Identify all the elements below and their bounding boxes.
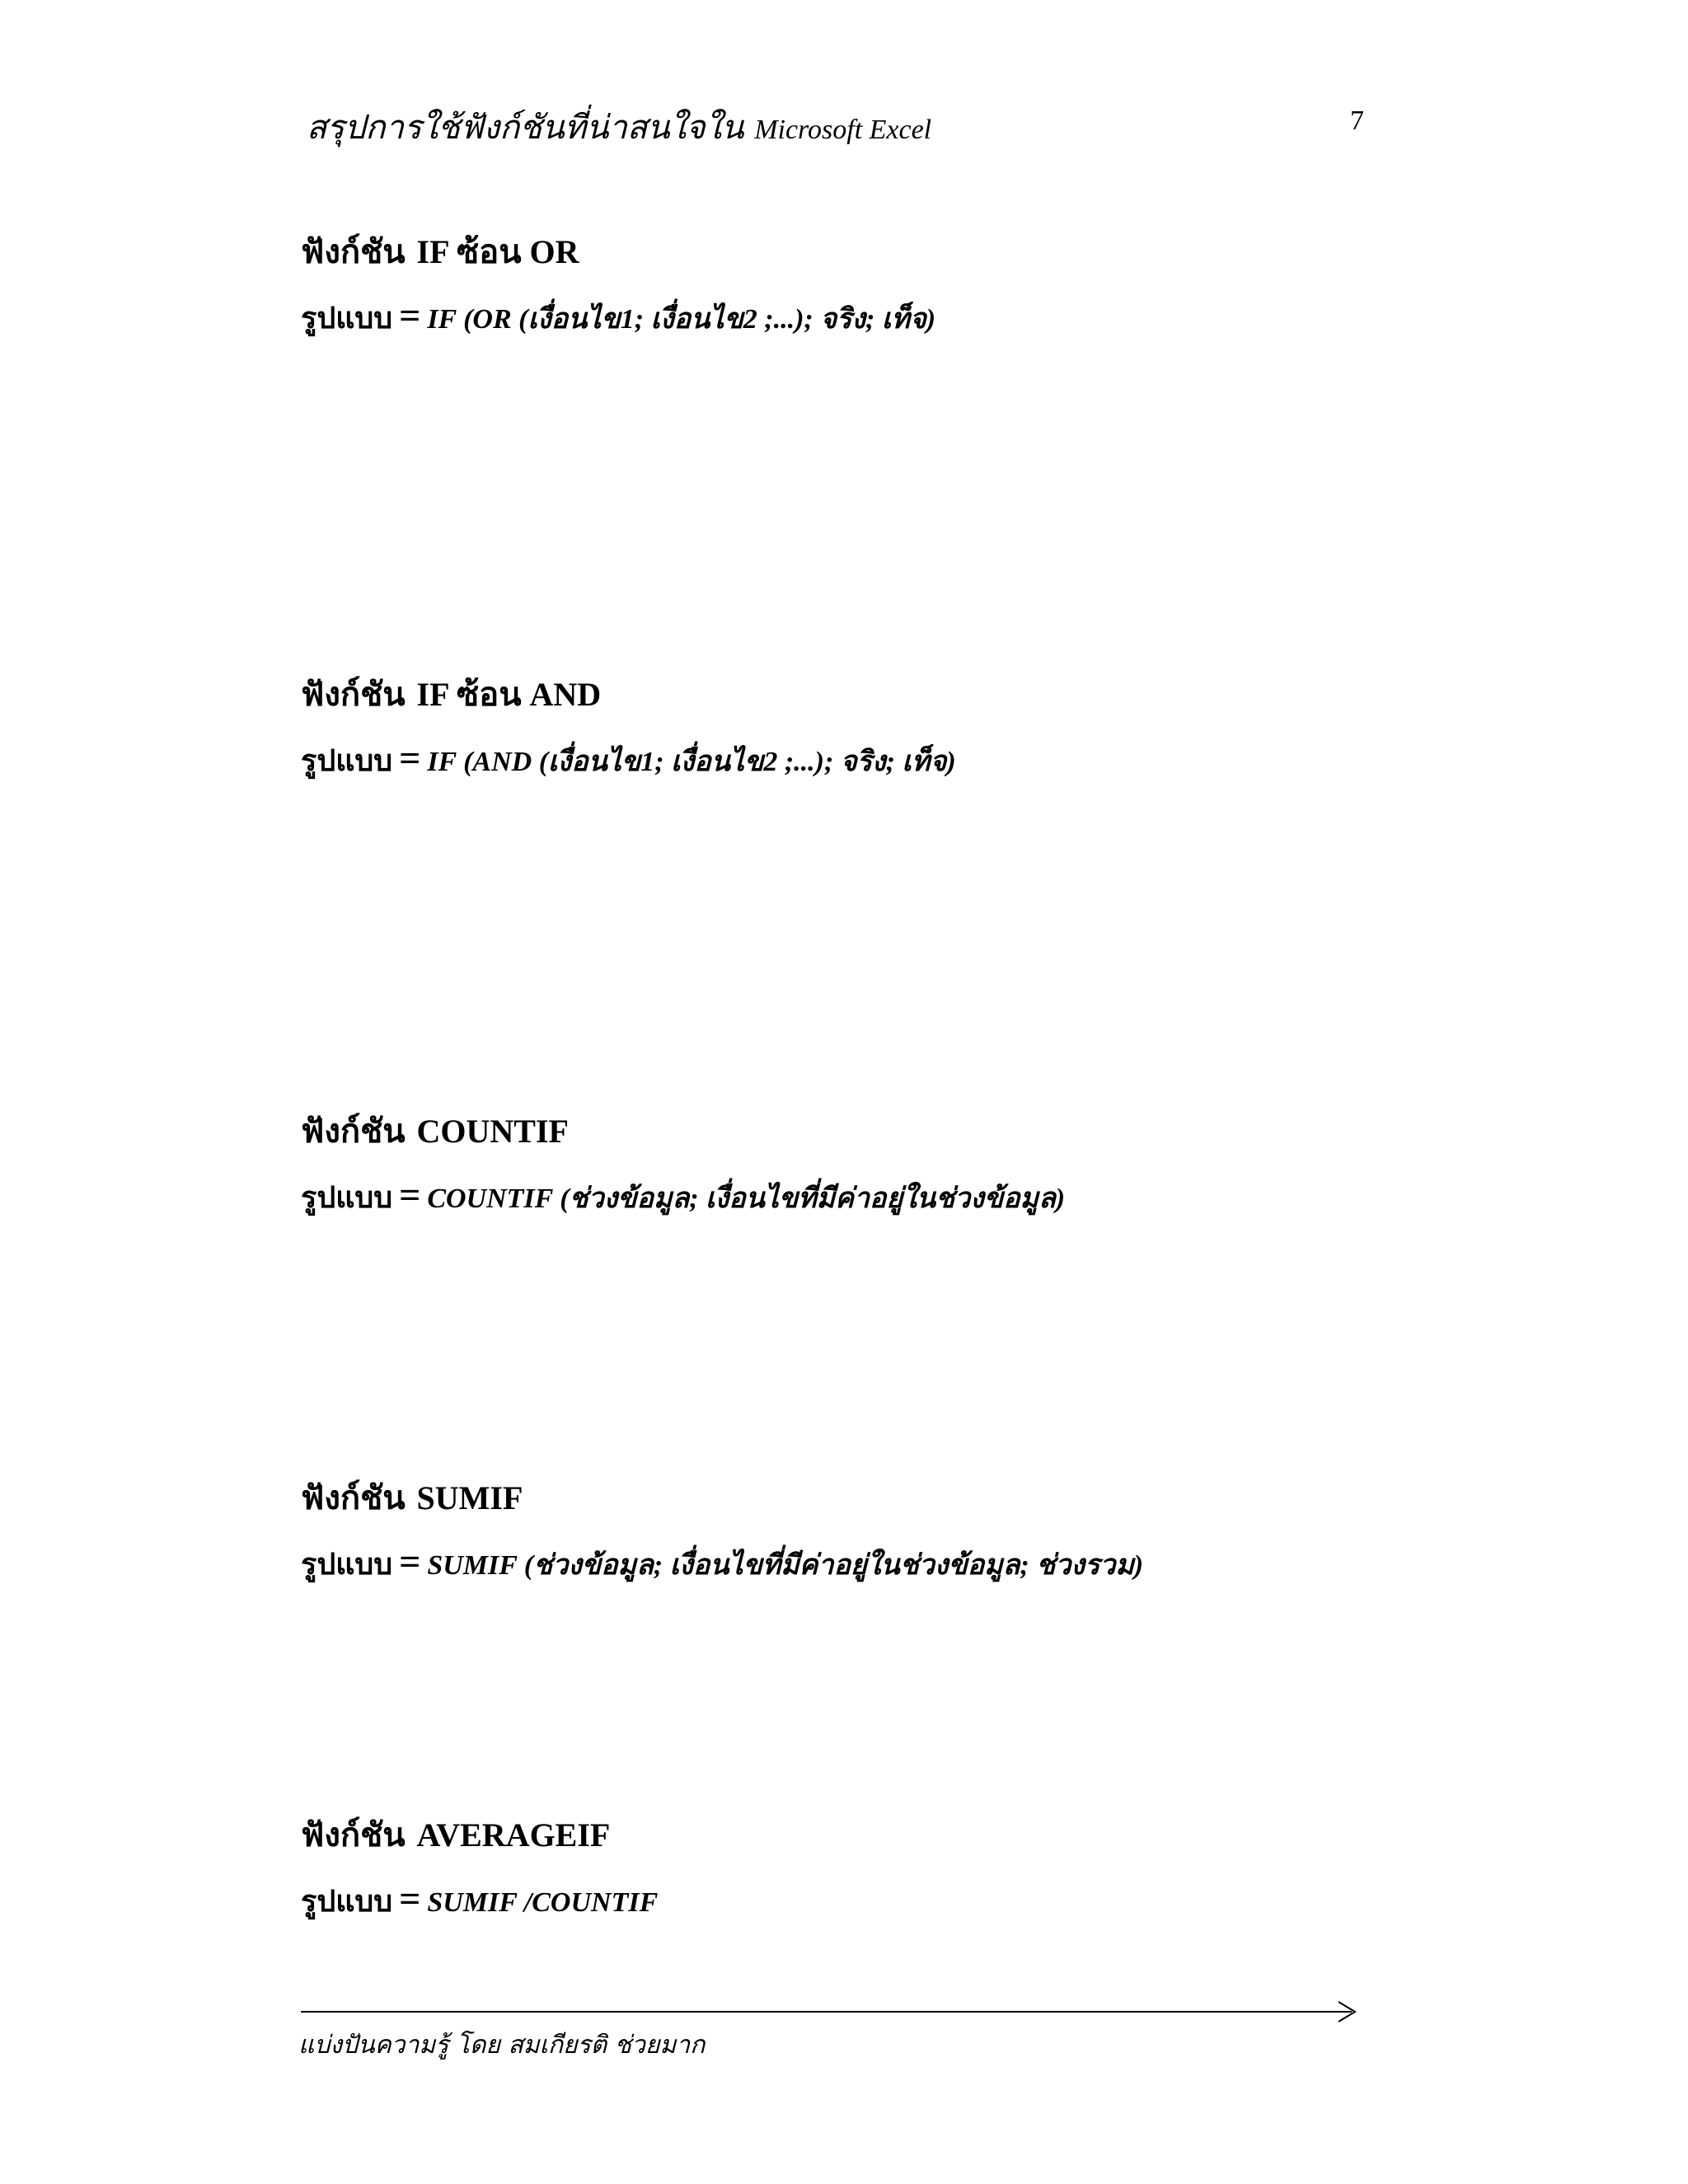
footer-text: แบ่งปันความรู้ โดย สมเกียรติ ช่วยมาก xyxy=(298,2031,706,2060)
formula: IF (OR (เงื่อนไข1; เงื่อนไข2 ;...); จริง; เท็จ) xyxy=(427,304,936,335)
section-heading xyxy=(301,1112,1065,1151)
equals-sign: = xyxy=(399,737,421,779)
syntax-label: รูปแบบ xyxy=(301,743,393,778)
syntax-label: รูปแบบ xyxy=(301,1180,393,1215)
arrow-right-icon xyxy=(1335,2000,1358,2023)
section-if-or xyxy=(301,232,936,336)
syntax-line xyxy=(301,1877,659,1919)
heading-en: AVERAGEIF xyxy=(416,1816,611,1854)
section-averageif xyxy=(301,1816,659,1919)
section-heading xyxy=(301,232,935,271)
heading-thai: ฟังก์ชัน xyxy=(301,1479,406,1517)
equals-sign: = xyxy=(399,1174,421,1216)
heading-en: IF ซ้อน OR xyxy=(416,233,579,270)
syntax-line xyxy=(301,1176,1065,1214)
formula: COUNTIF (ช่วงข้อมูล; เงื่อนไขที่มีค่าอยู่ในช่วงข้อมูล) xyxy=(427,1183,1066,1214)
header-title-en: Microsoft Excel xyxy=(754,115,932,145)
heading-thai: ฟังก์ชัน xyxy=(301,675,406,714)
heading-en: IF ซ้อน AND xyxy=(416,676,602,713)
formula: SUMIF /COUNTIF xyxy=(427,1887,659,1918)
formula: SUMIF (ช่วงข้อมูล; เงื่อนไขที่มีค่าอยู่ในช่วงข้อมูล; ช่วงรวม) xyxy=(427,1550,1144,1581)
section-if-and xyxy=(301,675,956,779)
syntax-label: รูปแบบ xyxy=(301,1547,393,1582)
equals-sign: = xyxy=(399,1877,421,1919)
heading-en: COUNTIF xyxy=(416,1113,569,1150)
syntax-line xyxy=(301,739,956,777)
heading-thai: ฟังก์ชัน xyxy=(301,232,406,271)
header-title-thai: สรุปการใช้ฟังก์ชันที่น่าสนใจใน xyxy=(307,109,744,147)
page-header-title xyxy=(307,101,931,153)
equals-sign: = xyxy=(399,1540,421,1582)
syntax-line xyxy=(301,1540,1144,1582)
formula: IF (AND (เงื่อนไข1; เงื่อนไข2 ;...); จริง; เท็จ) xyxy=(427,747,956,777)
heading-thai: ฟังก์ชัน xyxy=(301,1816,406,1854)
section-sumif xyxy=(301,1479,1144,1582)
equals-sign: = xyxy=(399,294,421,336)
footer-divider xyxy=(301,2011,1352,2013)
syntax-label: รูปแบบ xyxy=(301,1884,393,1919)
heading-thai: ฟังก์ชัน xyxy=(301,1112,406,1151)
section-heading xyxy=(301,1816,658,1854)
heading-en: SUMIF xyxy=(416,1479,523,1516)
section-heading xyxy=(301,675,956,714)
section-countif xyxy=(301,1112,1066,1216)
page-number: 7 xyxy=(1350,105,1364,136)
syntax-label: รูปแบบ xyxy=(301,301,393,335)
syntax-line xyxy=(301,294,936,336)
section-heading xyxy=(301,1479,1143,1517)
